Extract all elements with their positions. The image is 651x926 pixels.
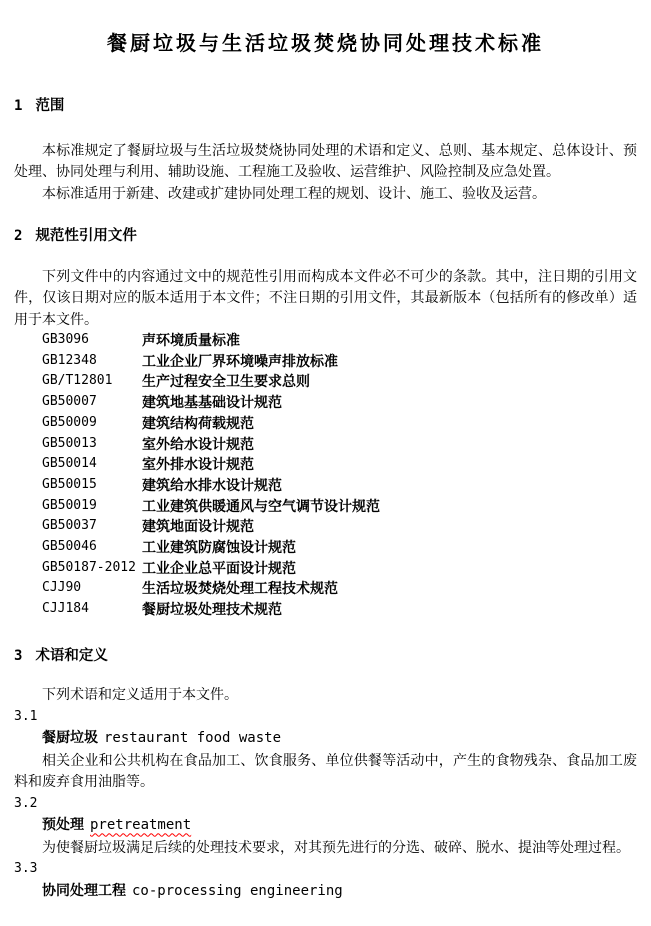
reference-name: 建筑结构荷载规范 — [142, 414, 254, 431]
reference-code: CJJ184 — [42, 601, 89, 617]
reference-row — [14, 413, 637, 434]
reference-code: CJJ90 — [42, 580, 82, 596]
term-line — [14, 880, 637, 903]
reference-name: 声环境质量标准 — [142, 332, 240, 348]
terms-intro: 下列术语和定义适用于本文件。 — [42, 686, 238, 703]
reference-row — [14, 496, 637, 517]
reference-name: 生产过程安全卫生要求总则 — [142, 373, 310, 390]
reference-name: 工业建筑防腐蚀设计规范 — [142, 539, 296, 556]
section-1-heading — [14, 96, 637, 118]
term-name-zh: 预处理 — [42, 816, 84, 833]
section-2-heading — [14, 226, 637, 248]
term-name-zh: 协同处理工程 — [42, 881, 126, 898]
section-2-paragraph: 下列文件中的内容通过文中的规范性引用而构成本文件必不可少的条款。其中，注日期的引用文件，仅该日期对应的版本适用于本文件；不注日期的引用文件，其最新版本（包括所有的修改单）适用于本文件。 — [14, 267, 637, 327]
reference-code: GB50015 — [42, 476, 97, 492]
reference-code: GB50013 — [42, 435, 97, 451]
reference-row — [14, 330, 637, 351]
reference-code: GB/T12801 — [42, 373, 113, 389]
term-number: 3.1 — [14, 708, 38, 724]
reference-code: GB50187-2012 — [42, 559, 136, 575]
reference-code: GB50019 — [42, 497, 97, 513]
reference-name: 建筑地面设计规范 — [142, 518, 254, 535]
section-2-number: 2 — [14, 228, 23, 244]
reference-code: GB50009 — [42, 414, 97, 430]
reference-row — [14, 454, 637, 475]
term-definition: 相关企业和公共机构在食品加工、饮食服务、单位供餐等活动中，产生的食物残杂、食品加工废料和废弃食用油脂等。 — [14, 751, 637, 790]
term-name-en: restaurant food waste — [104, 730, 282, 747]
reference-row — [14, 351, 637, 372]
term-line — [14, 814, 637, 837]
term-number: 3.3 — [14, 861, 38, 877]
reference-name: 生活垃圾焚烧处理工程技术规范 — [142, 580, 338, 597]
section-1-paragraph: 本标准规定了餐厨垃圾与生活垃圾焚烧协同处理的术语和定义、总则、基本规定、总体设计、预处理、协同处理与利用、辅助设施、工程施工及验收、运营维护、风险控制及应急处置。 — [14, 141, 637, 179]
reference-row — [14, 537, 637, 558]
reference-row — [14, 434, 637, 455]
reference-code: GB50007 — [42, 394, 97, 410]
term-number: 3.2 — [14, 795, 38, 811]
section-1-number: 1 — [14, 98, 23, 114]
reference-row — [14, 558, 637, 579]
reference-name: 室外排水设计规范 — [142, 456, 254, 473]
reference-row — [14, 392, 637, 413]
reference-code: GB12348 — [42, 352, 97, 368]
reference-name: 工业建筑供暖通风与空气调节设计规范 — [142, 497, 380, 514]
reference-row — [14, 599, 637, 620]
document-page — [0, 30, 651, 902]
reference-list — [14, 330, 637, 620]
reference-code: GB50014 — [42, 456, 97, 472]
reference-row — [14, 578, 637, 599]
reference-code: GB50037 — [42, 518, 97, 534]
reference-name: 餐厨垃圾处理技术规范 — [142, 601, 282, 618]
reference-name: 工业企业厂界环境噪声排放标准 — [142, 352, 338, 369]
reference-row — [14, 371, 637, 392]
reference-name: 工业企业总平面设计规范 — [142, 559, 296, 576]
reference-row — [14, 475, 637, 496]
doc-title: 餐厨垃圾与生活垃圾焚烧协同处理技术标准 — [107, 33, 544, 55]
term-definition: 为使餐厨垃圾满足后续的处理技术要求，对其预先进行的分选、破碎、脱水、提油等处理过程。 — [42, 838, 630, 855]
section-2-title: 规范性引用文件 — [35, 228, 137, 244]
section-1-title: 范围 — [35, 98, 65, 114]
reference-name: 建筑地基基础设计规范 — [142, 394, 282, 411]
section-1-paragraph: 本标准适用于新建、改建或扩建协同处理工程的规划、设计、施工、验收及运营。 — [42, 184, 546, 201]
reference-name: 建筑给水排水设计规范 — [142, 476, 282, 493]
section-3-title: 术语和定义 — [35, 647, 108, 664]
term-name-zh: 餐厨垃圾 — [42, 729, 98, 746]
reference-row — [14, 516, 637, 537]
term-line — [14, 727, 637, 750]
reference-name: 室外给水设计规范 — [142, 435, 254, 452]
reference-code: GB50046 — [42, 539, 97, 555]
reference-code: GB3096 — [42, 332, 89, 347]
section-3-heading — [14, 646, 637, 668]
term-name-en: co-processing engineering — [132, 882, 343, 899]
section-3-number: 3 — [14, 647, 23, 664]
term-name-en-spellcheck-underline: pretreatment — [90, 817, 192, 834]
